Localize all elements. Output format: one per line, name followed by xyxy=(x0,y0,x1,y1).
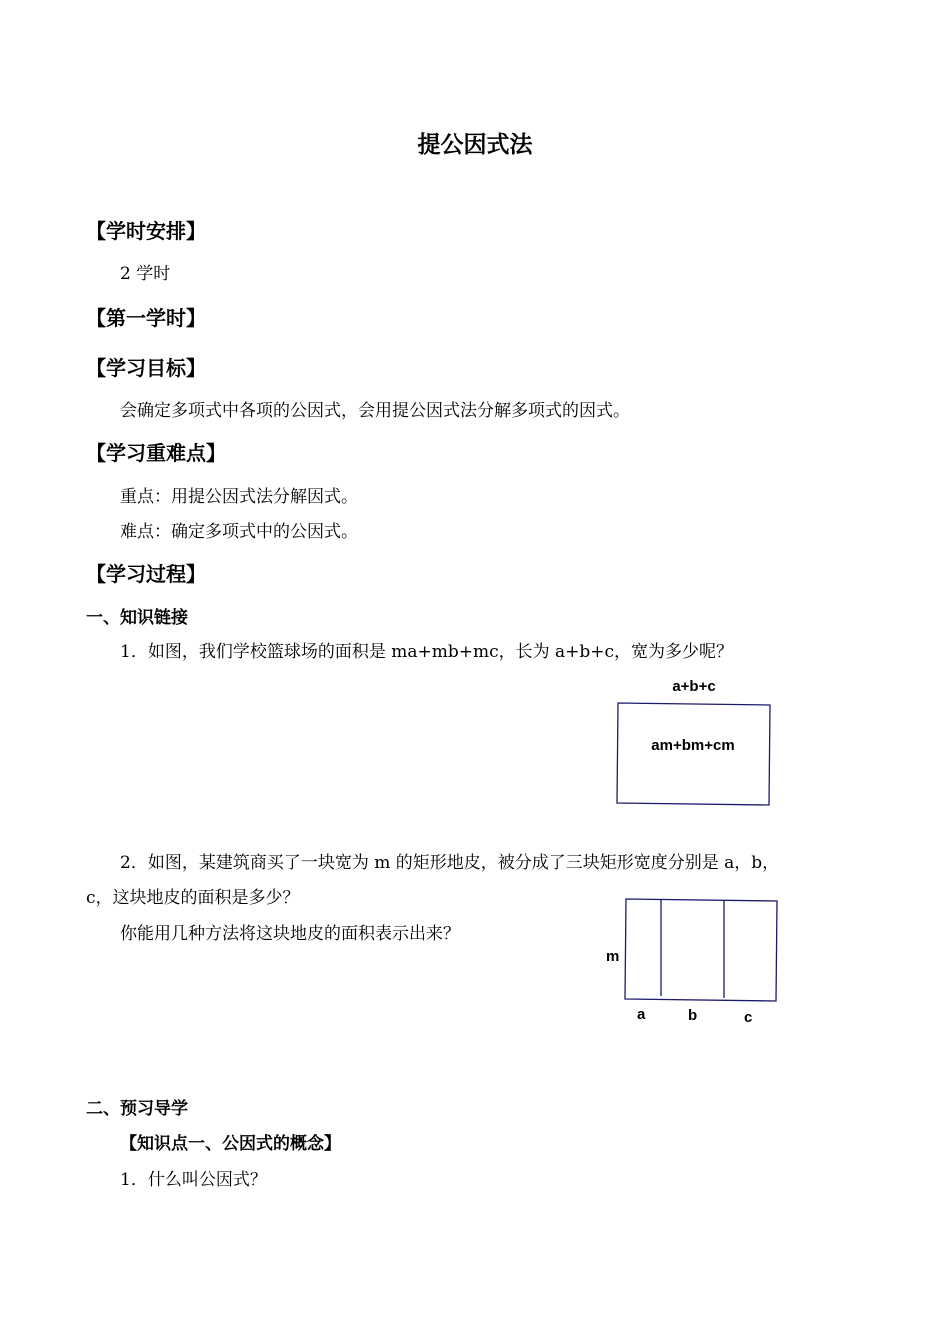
figure1-top-label: a+b+c xyxy=(672,678,716,695)
question-2-line2: c，这块地皮的面积是多少？ xyxy=(86,888,300,908)
keypoints-heading: 【学习重难点】 xyxy=(86,441,226,465)
question-2-line3: 你能用几种方法将这块地皮的面积表示出来？ xyxy=(120,924,460,944)
first-period-heading: 【第一学时】 xyxy=(86,306,206,330)
question-2-line1: 2．如图，某建筑商买了一块宽为 m 的矩形地皮，被分成了三块矩形宽度分别是 a，b， xyxy=(120,853,780,873)
difficult-point: 难点：确定多项式中的公因式。 xyxy=(120,522,358,542)
goals-heading: 【学习目标】 xyxy=(86,356,206,380)
figure2-label-a: a xyxy=(637,1006,646,1023)
figure1-inner-label: am+bm+cm xyxy=(651,737,735,754)
knowledge-link-heading: 一、知识链接 xyxy=(86,608,188,628)
schedule-text: 2 学时 xyxy=(120,264,171,284)
figure2-side-label: m xyxy=(606,948,620,965)
knowledge-point-heading: 【知识点一、公因式的概念】 xyxy=(120,1134,341,1154)
document-title: 提公因式法 xyxy=(417,132,533,158)
part2-question-1: 1．什么叫公因式？ xyxy=(120,1170,267,1190)
schedule-heading: 【学时安排】 xyxy=(86,219,206,243)
preview-heading: 二、预习导学 xyxy=(86,1099,188,1119)
process-heading: 【学习过程】 xyxy=(86,562,206,586)
figure2-label-b: b xyxy=(688,1007,698,1024)
question-1: 1．如图，我们学校篮球场的面积是 ma+mb+mc，长为 a+b+c，宽为多少呢？ xyxy=(120,642,734,662)
goals-text: 会确定多项式中各项的公因式，会用提公因式法分解多项式的因式。 xyxy=(120,401,630,421)
key-point: 重点：用提公因式法分解因式。 xyxy=(120,487,358,507)
figure2-label-c: c xyxy=(744,1009,753,1026)
